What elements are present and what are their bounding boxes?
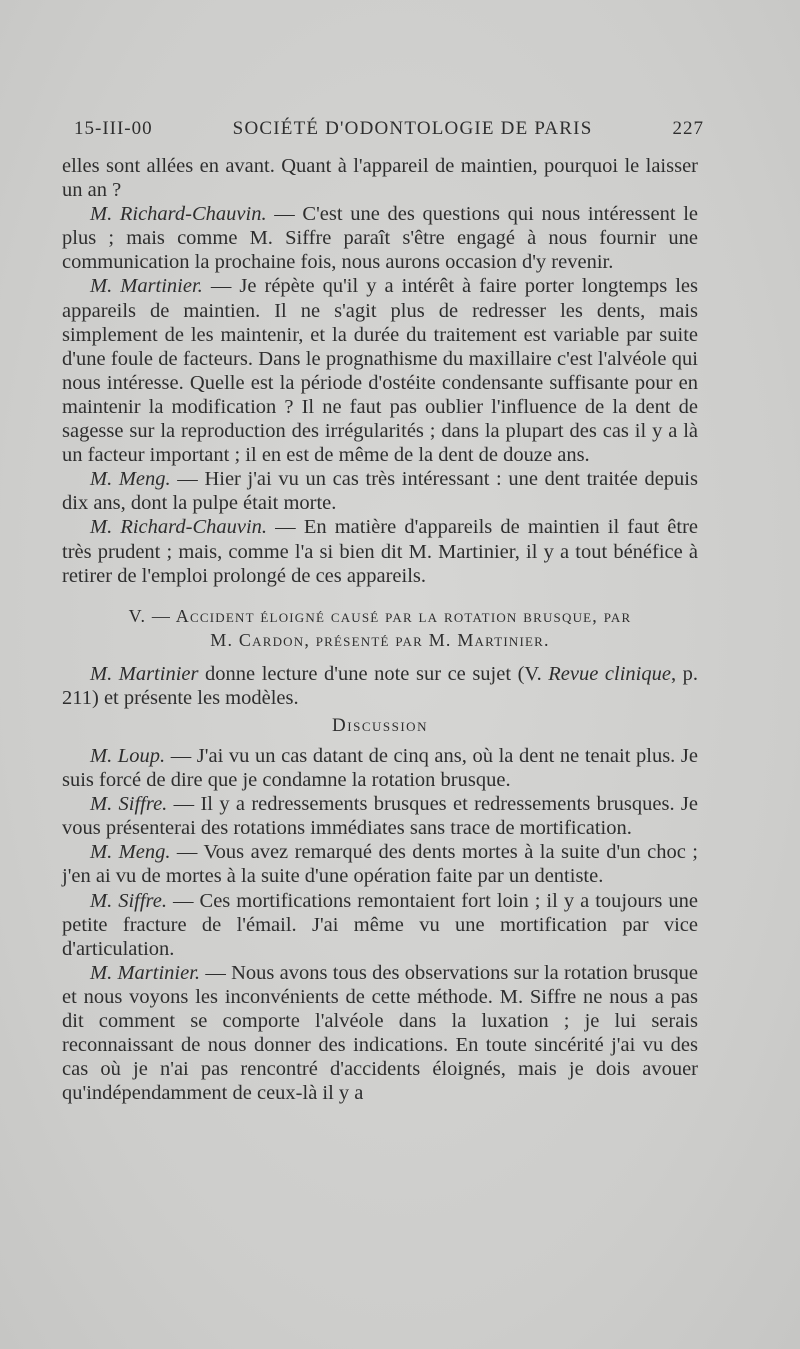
header-title: SOCIÉTÉ D'ODONTOLOGIE DE PARIS — [232, 118, 593, 139]
paragraph-text: — Hier j'ai vu un cas très intéressant : une dent traitée depuis dix ans, dont la pulpe était morte. — [62, 468, 698, 515]
paragraph-text: — Vous avez remarqué des dents mortes à la suite d'un choc ; j'en ai vu de mortes à la suite d'une opération faite par un dentiste. — [62, 841, 698, 888]
paragraph — [62, 840, 698, 888]
paragraph — [62, 202, 698, 274]
page-body — [62, 154, 698, 1105]
paragraph — [62, 744, 698, 792]
speaker: M. Meng. — [90, 468, 171, 491]
paragraph — [62, 515, 698, 587]
running-header — [74, 118, 704, 140]
speaker: M. Richard-Chauvin. — [90, 203, 267, 226]
paragraph — [62, 792, 698, 840]
intro-text-2: , p. 211) et présente les modèles. — [62, 662, 699, 709]
speaker: M. Loup. — [90, 744, 166, 767]
journal-title: Revue clinique — [548, 662, 671, 685]
paragraph-text: — Il y a redressements brusques et redressements brusques. Je vous présenterai des rotations immédiates sans trace de mortification. — [62, 793, 698, 840]
speaker: M. Meng. — [90, 841, 171, 864]
paragraph — [62, 154, 698, 202]
paragraph — [62, 889, 698, 961]
speaker: M. Martinier — [90, 662, 199, 685]
paragraph-text: — J'ai vu un cas datant de cinq ans, où la dent ne tenait plus. Je suis forcé de dire que je condamne la rotation brusque. — [62, 744, 698, 792]
speaker: M. Richard-Chauvin. — [90, 516, 268, 539]
paragraph-text: elles sont allées en avant. Quant à l'appareil de maintien, pourquoi le laisser un an ? — [62, 155, 698, 202]
speaker: M. Martinier. — [90, 961, 201, 984]
section-heading-line2: M. Cardon, présenté par M. Martinier. — [210, 629, 550, 650]
page-number: 227 — [672, 118, 704, 139]
speaker: M. Siffre. — [90, 889, 167, 912]
speaker: M. Martinier. — [90, 275, 203, 298]
paragraph-text: — Je répète qu'il y a intérêt à faire porter longtemps les appareils de maintien. Il ne s'agit plus de redresser les dents, mais simplement de les maintenir, et la durée du traitement est variable par suite d'une foule de facteurs. Dans le prognathisme du maxillaire c'est l'alvéole qui nous intéresse. Quelle est la période d'ostéite condensante suffisante pour en maintenir la modification ? Il ne faut pas oublier l'influence de la dent de sagesse sur la reproduction des irrégularités ; dans la plupart des cas il y a là un facteur important ; il en est de même de la dent de douze ans. — [62, 275, 698, 467]
paragraph-text: — Nous avons tous des observations sur la rotation brusque et nous voyons les inconvénients de cette méthode. M. Siffre ne nous a pas dit comment se comporte l'alvéole dans la luxation ; je lui serais reconnaissant de nous donner des indications. En toute sincérité j'ai vu des cas où je n'ai pas rencontré d'accidents éloignés, mais je dois avouer qu'indépendamment de ceux-là il y a — [62, 961, 698, 1105]
intro-paragraph — [62, 662, 698, 710]
paragraph — [62, 961, 698, 1106]
paragraph-text: — Ces mortifications remontaient fort loin ; il y a toujours une petite fracture de l'émail. J'ai même vu une mortification par vice d'articulation. — [62, 889, 698, 960]
speaker: M. Siffre. — [90, 793, 168, 816]
discussion-heading: Discussion — [332, 714, 428, 736]
paragraph-text: — En matière d'appareils de maintien il faut être très prudent ; mais, comme l'a si bien dit M. Martinier, il y a tout bénéfice à retirer de l'emploi prolongé de ces appareils. — [62, 516, 698, 587]
paragraph-text: — C'est une des questions qui nous intéressent le plus ; mais comme M. Siffre paraît s'être engagé à nous fournir une communication la prochaine fois, nous aurons occasion d'y revenir. — [62, 203, 698, 274]
section-heading-line1: V. — Accident éloigné causé par la rotation brusque, par — [128, 605, 632, 626]
paragraph — [62, 274, 698, 467]
intro-text-1: donne lecture d'une note sur ce sujet (V. — [198, 662, 549, 685]
section-heading — [62, 604, 698, 652]
header-date: 15-III-00 — [74, 118, 153, 139]
paragraph — [62, 467, 698, 515]
